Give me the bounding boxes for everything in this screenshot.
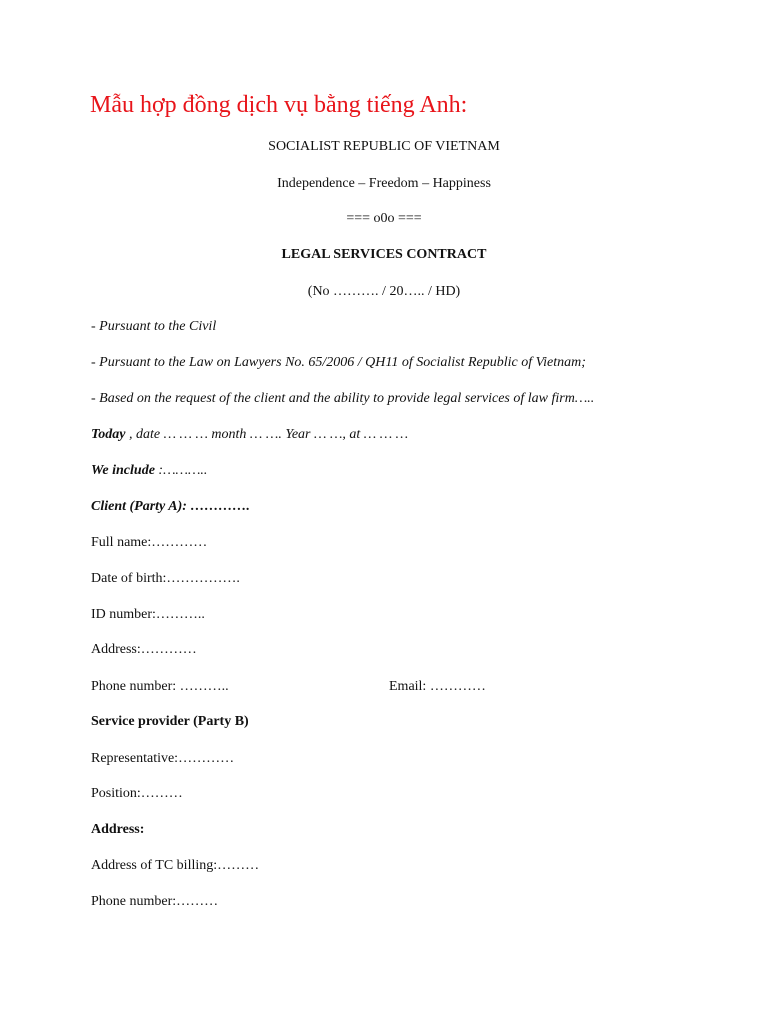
provider-billing-address: Address of TC billing:……… [91,858,260,873]
preamble-line-civil: - Pursuant to the Civil [91,319,217,334]
separator: === o0o === [346,211,422,226]
provider-address-heading: Address: [91,822,145,837]
provider-phone: Phone number:……… [91,894,219,909]
today-label: Today [91,427,126,442]
today-date-fields: , date … … … month … …. Year … …, at … … … [125,427,409,442]
client-address: Address:………… [91,642,197,657]
we-include-label: We include [91,463,155,478]
client-id-number: ID number:……….. [91,607,205,622]
client-phone: Phone number: ……….. [91,679,229,694]
we-include-line [91,463,207,479]
today-line [91,427,408,443]
page-heading: Mẫu hợp đồng dịch vụ bằng tiếng Anh: [90,92,468,118]
country-name: SOCIALIST REPUBLIC OF VIETNAM [268,139,500,154]
client-heading: Client (Party A): …………. [91,499,250,514]
client-full-name: Full name:………… [91,535,208,550]
we-include-blank: :……….. [154,463,208,478]
provider-representative: Representative:………… [91,751,235,766]
provider-heading: Service provider (Party B) [91,714,249,729]
client-email: Email: ………… [389,679,486,694]
client-date-of-birth: Date of birth:……………. [91,571,240,586]
national-motto: Independence – Freedom – Happiness [277,176,491,191]
provider-position: Position:……… [91,786,183,801]
preamble-line-lawyers: - Pursuant to the Law on Lawyers No. 65/2006 / QH11 of Socialist Republic of Vietnam; [91,355,586,370]
contract-number: (No ………. / 20….. / HD) [307,284,461,299]
contract-title: LEGAL SERVICES CONTRACT [281,247,487,262]
preamble-line-request: - Based on the request of the client and the ability to provide legal services of law firm….. [91,391,595,406]
